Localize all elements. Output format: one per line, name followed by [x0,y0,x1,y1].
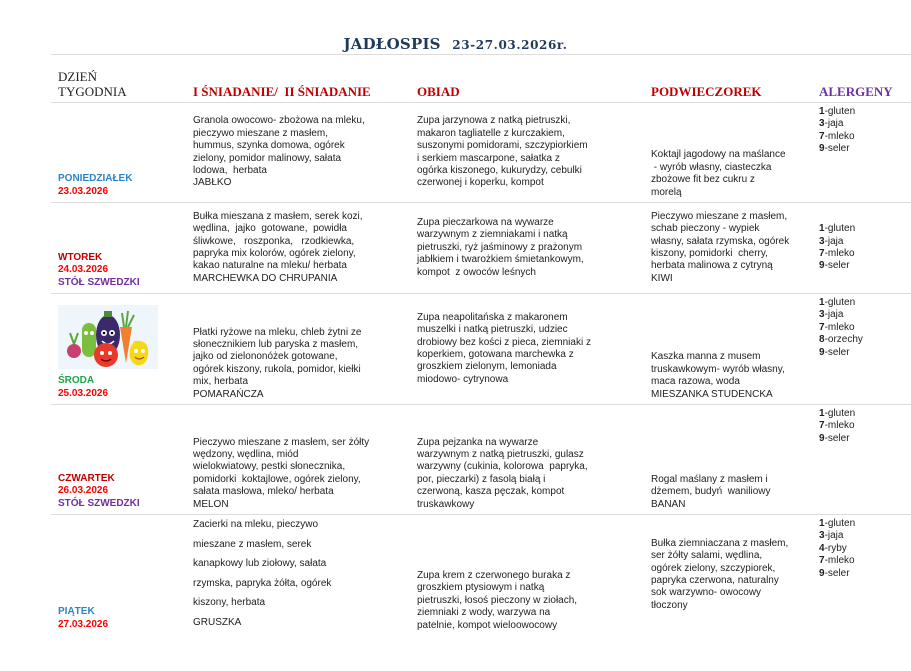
breakfast-line: słonecznikiem lub paryska z masłem, [193,338,359,350]
day-extra-note: STÓŁ SZWEDZKI [58,497,140,509]
allergen-number: 7 [819,130,825,142]
allergen-name: -mleko [824,321,855,333]
breakfast-line: sałata masłowa, mleko/ herbata [193,486,334,498]
header-snack: PODWIECZOREK [651,84,762,99]
allergen-name: -seler [824,143,850,155]
dinner-line: drobiowy bez kości z pieca, ziemniaki z [417,336,591,348]
breakfast-cell [189,203,413,294]
dinner-cell [413,103,647,203]
allergen-name: -mleko [824,248,855,259]
allergen-item [819,106,907,118]
allergen-number: 3 [819,530,825,542]
snack-line: kiszony, pomidorki cherry, [651,248,768,259]
breakfast-line: kanapkowy lub ziołowy, sałata [193,558,327,569]
breakfast-line: zielony, pomidor malinowy, sałata [193,152,342,164]
allergen-name: -ryby [824,542,847,554]
day-date: 25.03.2026 [58,387,109,399]
vegetables-cartoon-image [58,305,158,369]
menu-title [0,34,911,53]
allergen-name: -gluten [824,518,856,529]
allergen-name: -seler [824,432,850,444]
dinner-line: pietruszki, łosoś pieczony w ziołach, [417,594,578,606]
table-row [51,515,911,636]
breakfast-line: Bułka mieszana z masłem, serek kozi, [193,210,363,222]
breakfast-line: wędzony, wędlina, miód [193,448,299,460]
breakfast-line: pomidorki koktajlowe, ogórek zielony, [193,473,361,485]
allergens-cell [815,294,911,405]
dinner-line: groszkiem zielonym, lemoniada [417,361,557,373]
breakfast-line: mix, herbata [193,376,249,388]
header-breakfast: I ŚNIADANIE/ II ŚNIADANIE [193,84,371,99]
dinner-cell [413,294,647,405]
allergen-name: -jaja [824,309,844,321]
breakfast-line: Zacierki na mleku, pieczywo [193,519,319,530]
dinner-cell [413,515,647,636]
snack-line: BANAN [651,498,686,510]
breakfast-line: śliwkowe, roszponka, rzodkiewka, [193,235,355,247]
dinner-line: Zupa pieczarkowa na wywarze [417,216,554,228]
allergen-item [819,555,907,567]
snack-cell [647,515,815,636]
breakfast-line: lodowa, herbata [193,164,267,176]
allergen-number: 3 [819,118,825,130]
day-name: PIĄTEK [58,606,95,618]
snack-line: morelą [651,186,682,198]
weekly-menu-table [51,54,911,635]
snack-line: ogórek zielony, szczypiorek, [651,562,776,574]
snack-cell [647,405,815,515]
breakfast-line: mieszane z masłem, serek [193,538,312,550]
snack-line: ser żółty salami, wędlina, [651,550,763,562]
dinner-line: por, pieczarki) z fasolą białą i [417,473,546,485]
breakfast-line: MARCHEWKA DO CHRUPANIA [193,272,338,284]
breakfast-cell [189,515,413,636]
day-date: 23.03.2026 [58,185,109,197]
allergen-name: -mleko [824,555,855,567]
day-name: PONIEDZIAŁEK [58,173,133,185]
dinner-cell [413,405,647,515]
header-day: DZIEŃ TYGODNIA [58,69,127,99]
allergen-name: -gluten [824,408,856,419]
allergen-name: -seler [824,567,850,579]
allergen-item [819,568,907,580]
day-date: 27.03.2026 [58,618,109,630]
allergen-number: 3 [819,235,825,247]
allergen-item [819,322,907,334]
day-cell [51,294,189,405]
day-cell [51,103,189,203]
snack-line: herbata malinowa z cytryną [651,260,773,272]
snack-cell [647,103,815,203]
snack-line: schab pieczony - wypiek [651,223,760,235]
allergen-item [819,518,907,530]
dinner-line: suszonymi pomidorami, szczypiorkiem [417,140,588,152]
allergen-item [819,260,907,272]
allergen-name: -seler [824,260,850,272]
allergen-name: -gluten [824,297,856,308]
allergen-number: 7 [819,555,825,567]
breakfast-line: POMARAŃCZA [193,388,264,400]
allergen-number: 1 [819,518,825,529]
dinner-line: makaron tagliatelle z kurczakiem, [417,127,565,139]
dinner-line: jabłkiem i twarożkiem śmietankowym, [417,254,584,266]
allergen-name: -gluten [824,223,856,235]
breakfast-line: Pieczywo mieszane z masłem, ser żółty [193,436,370,448]
dinner-line: warzywny (cukinia, kolorowa papryka, [417,461,588,473]
allergen-name: -jaja [824,530,844,542]
dinner-line: warzywnym z natką pietruszki, gulasz [417,448,584,460]
snack-line: maca razowa, woda [651,376,740,388]
dinner-line: pietruszki, ryż jaśminowy z prażonym [417,241,583,253]
day-cell [51,203,189,294]
dinner-line: czerwonej i koperku, kompot [417,177,544,189]
allergen-number: 9 [819,143,825,155]
allergen-number: 9 [819,432,825,444]
allergen-number: 9 [819,567,825,579]
breakfast-line: papryka mix kolorów, ogórek zielony, [193,248,356,259]
breakfast-cell [189,405,413,515]
allergens-cell [815,405,911,515]
day-name: ŚRODA [58,375,95,387]
allergen-number: 9 [819,260,825,272]
allergen-number: 1 [819,106,825,117]
allergen-name: -orzechy [824,334,863,346]
snack-line: Bułka ziemniaczana z masłem, [651,537,789,549]
breakfast-line: wielokwiatowy, pestki słonecznika, [193,461,346,473]
snack-line: Koktajl jagodowy na maślance [651,149,786,161]
breakfast-cell [189,103,413,203]
day-name: CZWARTEK [58,472,115,484]
allergen-name: -gluten [824,106,856,117]
dinner-line: Zupa pejzanka na wywarze [417,436,539,448]
pepper-icon [130,341,149,366]
breakfast-line: GRUSZKA [193,616,242,628]
dinner-line: Zupa neapolitańska z makaronem [417,311,568,323]
allergen-item [819,297,907,309]
dinner-line: warzywnym z ziemniakami i natką [417,229,568,241]
snack-line: truskawkowym- wyrób własny, [651,363,785,375]
snack-line: KIWI [651,272,673,284]
allergen-number: 1 [819,297,825,308]
dinner-line: kompot z owoców leśnych [417,266,536,278]
allergen-number: 8 [819,334,825,346]
allergen-item [819,223,907,235]
allergen-number: 1 [819,408,825,419]
breakfast-line: ogórek kiszony, rukola, pomidor, kiełki [193,363,361,375]
allergen-item [819,118,907,130]
breakfast-line: pieczywo mieszane z masłem, [193,127,329,139]
allergens-cell [815,203,911,294]
dinner-line: patelnie, kompot wieloowocowy [417,619,558,631]
cucumber-icon [82,323,96,357]
breakfast-line: wędlina, jajko gotowane, powidła [193,223,347,235]
table-row [51,103,911,203]
allergen-item [819,408,907,420]
table-row [51,405,911,515]
dinner-line: groszkiem ptysiowym i natką [417,582,545,594]
dinner-line: muszelki i natką pietruszki, udziec [417,324,568,336]
day-cell [51,405,189,515]
allergen-item [819,530,907,542]
allergen-item [819,543,907,555]
dinner-line: truskawkowy [417,498,475,510]
day-name: WTOREK [58,251,103,263]
snack-cell [647,294,815,405]
snack-line: Rogal maślany z masłem i [651,473,768,485]
breakfast-line: hummus, szynka domowa, ogórek [193,140,345,152]
breakfast-line: jajko od zielononóżek gotowane, [193,351,338,363]
allergen-name: -mleko [824,420,855,432]
snack-line: tłoczony [651,599,688,611]
allergen-item [819,420,907,432]
snack-line: zbożowe fit bez cukru z [651,174,755,186]
tomato-icon [94,343,118,367]
breakfast-line: JABŁKO [193,177,232,189]
allergen-item [819,309,907,321]
header-dinner: OBIAD [417,84,460,99]
day-date: 26.03.2026 [58,485,109,497]
allergen-item [819,236,907,248]
allergen-number: 1 [819,223,825,235]
allergen-item [819,131,907,143]
snack-line: papryka czerwona, naturalny [651,575,779,586]
dinner-line: Zupa jarzynowa z natką pietruszki, [417,115,571,127]
allergen-name: -jaja [824,118,844,130]
snack-line: własny, sałata rzymska, ogórek [651,235,790,247]
header-row [51,55,911,103]
allergen-item [819,433,907,445]
allergen-number: 7 [819,420,825,432]
breakfast-line: kakao naturalne na mleku/ herbata [193,260,347,272]
allergen-name: -mleko [824,130,855,142]
header-allergens: ALERGENY [819,84,893,99]
breakfast-line: MELON [193,498,229,510]
allergens-cell [815,515,911,636]
allergen-number: 3 [819,309,825,321]
day-date: 24.03.2026 [58,264,109,276]
snack-line: - wyrób własny, ciasteczka [651,161,772,173]
dinner-line: miodowo- cytrynowa [417,373,509,385]
snack-cell [647,203,815,294]
allergen-item [819,143,907,155]
allergen-number: 4 [819,542,825,554]
snack-line: dżemem, budyń waniliowy [651,486,771,498]
dinner-line: ogórka kiszonego, kukurydzy, cebulki [417,164,582,176]
allergen-item [819,248,907,260]
allergen-number: 9 [819,346,825,358]
allergen-item [819,347,907,359]
allergen-name: -seler [824,346,850,358]
dinner-line: Zupa krem z czerwonego buraka z [417,569,571,581]
allergens-cell [815,103,911,203]
dinner-line: koperkiem, gotowana marchewka z [417,349,574,360]
title-main: JADŁOSPIS [343,35,441,53]
snack-line: Kaszka manna z musem [651,351,761,363]
allergen-number: 7 [819,321,825,333]
breakfast-line: rzymska, papryka żółta, ogórek [193,577,332,589]
breakfast-line: Granola owocowo- zbożowa na mleku, [193,115,365,127]
dinner-line: ziemniaki z wody, warzywa na [417,607,551,619]
table-row [51,203,911,294]
dinner-line: i serkiem mascarpone, sałatka z [417,152,560,164]
breakfast-cell [189,294,413,405]
dinner-line: czerwoną, kasza pęczak, kompot [417,486,565,498]
table-row [51,294,911,405]
breakfast-line: Płatki ryżowe na mleku, chleb żytni ze [193,326,362,338]
dinner-cell [413,203,647,294]
day-extra-note: STÓŁ SZWEDZKI [58,276,140,288]
snack-line: Pieczywo mieszane z masłem, [651,210,788,222]
allergen-number: 7 [819,248,825,259]
snack-line: sok warzywno- owocowy [651,587,762,599]
allergen-name: -jaja [824,235,844,247]
snack-line: MIESZANKA STUDENCKA [651,388,773,400]
breakfast-line: kiszony, herbata [193,597,266,608]
day-cell [51,515,189,636]
allergen-item [819,334,907,346]
title-date-range: 23-27.03.2026r. [452,38,568,52]
